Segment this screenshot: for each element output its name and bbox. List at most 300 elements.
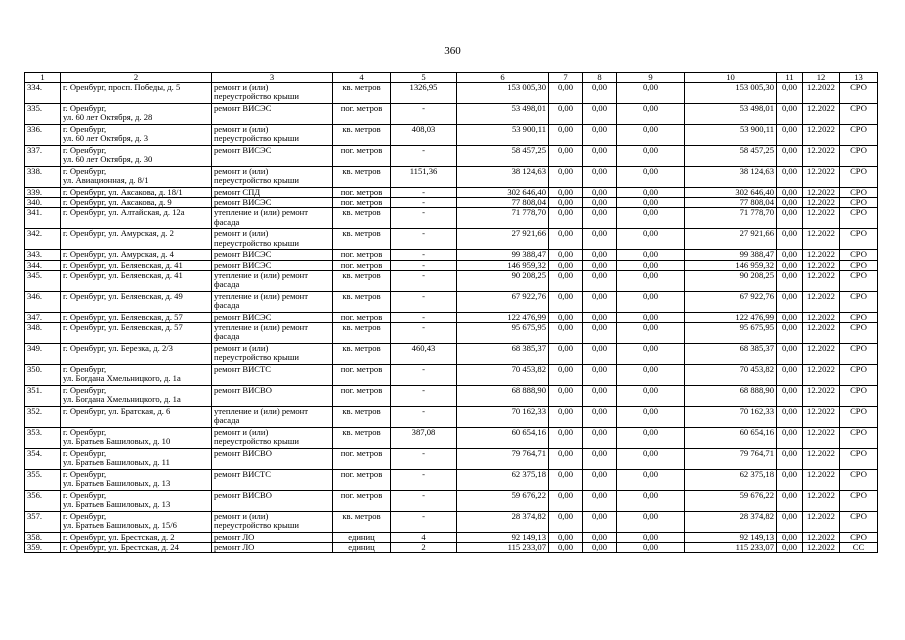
work-type-cell-line: ремонт и (или) [214,427,269,438]
address-cell-line: ул. Братьев Башиловых, д. 10 [63,436,171,447]
work-type-cell-line: ремонт ВИСЭС [214,197,272,208]
deadline-cell: 12.2022 [803,512,840,533]
address-cell [61,512,212,533]
value-cell: 0,00 [549,407,583,428]
table-row [25,407,878,428]
value-cell: 0,00 [777,386,803,407]
address-cell [61,229,212,250]
deadline-cell: 12.2022 [803,312,840,322]
value-cell: 0,00 [583,188,617,198]
unit-cell: кв. метров [333,270,391,291]
value-cell: 0,00 [617,229,685,250]
row-number: 353. [25,428,61,449]
total-cost-cell: 90 208,25 [457,270,549,291]
work-type-cell-line: ремонт ВИСТС [214,469,272,480]
row-number: 358. [25,533,61,543]
value-cell: 0,00 [583,449,617,470]
value-cell: 0,00 [777,470,803,491]
cost-cell: 62 375,18 [685,470,777,491]
address-cell-line: г. Оренбург, ул. Беляевская, д. 41 [63,270,183,280]
deadline-cell: 12.2022 [803,208,840,229]
work-type-cell [212,188,333,198]
value-cell: 0,00 [777,198,803,208]
address-cell-line: ул. Братьев Башиловых, д. 13 [63,499,171,510]
address-cell-line: ул. 60 лет Октября, д. 28 [63,112,153,123]
value-cell: 0,00 [777,449,803,470]
row-number: 346. [25,291,61,312]
table-row [25,543,878,553]
address-cell [61,428,212,449]
unit-cell: кв. метров [333,512,391,533]
quantity-cell: - [391,260,457,270]
source-cell: СРО [840,386,878,407]
quantity-cell: 1151,36 [391,167,457,188]
work-type-cell [212,250,333,260]
value-cell: 0,00 [583,229,617,250]
source-cell: СРО [840,229,878,250]
value-cell: 0,00 [617,449,685,470]
work-type-cell-line: ремонт СПД [214,187,261,197]
column-header: 1 [25,73,61,83]
quantity-cell: - [391,291,457,312]
table-row [25,533,878,543]
quantity-cell: - [391,188,457,198]
total-cost-cell: 146 959,32 [457,260,549,270]
value-cell: 0,00 [549,250,583,260]
work-type-cell [212,208,333,229]
cost-cell: 77 808,04 [685,198,777,208]
cost-cell: 146 959,32 [685,260,777,270]
source-cell: СРО [840,449,878,470]
source-cell: СРО [840,365,878,386]
value-cell: 0,00 [583,533,617,543]
work-type-cell-line: утепление и (или) ремонт [214,406,309,417]
row-number: 337. [25,146,61,167]
total-cost-cell: 67 922,76 [457,291,549,312]
unit-cell: кв. метров [333,291,391,312]
source-cell: СРО [840,260,878,270]
value-cell: 0,00 [777,344,803,365]
address-cell [61,323,212,344]
table-row [25,229,878,250]
address-cell-line: г. Оренбург, ул. Беляевская, д. 49 [63,291,183,301]
work-type-cell-line: ремонт ВИСЭС [214,260,272,270]
cost-cell: 27 921,66 [685,229,777,250]
row-number: 338. [25,167,61,188]
value-cell: 0,00 [617,491,685,512]
value-cell: 0,00 [777,312,803,322]
address-cell-line: г. Оренбург, [63,427,107,438]
row-number: 341. [25,208,61,229]
work-type-cell-line: ремонт ВИСВО [214,490,272,501]
address-cell [61,543,212,553]
table-row [25,250,878,260]
quantity-cell: - [391,270,457,291]
value-cell: 0,00 [583,167,617,188]
cost-cell: 67 922,76 [685,291,777,312]
quantity-cell: - [391,250,457,260]
quantity-cell: 408,03 [391,125,457,146]
unit-cell: кв. метров [333,208,391,229]
work-type-cell [212,229,333,250]
value-cell: 0,00 [617,198,685,208]
work-type-cell-line: переустройство крыши [214,436,299,447]
value-cell: 0,00 [583,512,617,533]
unit-cell: кв. метров [333,167,391,188]
row-number: 342. [25,229,61,250]
value-cell: 0,00 [549,491,583,512]
total-cost-cell: 70 453,82 [457,365,549,386]
value-cell: 0,00 [617,167,685,188]
source-cell: СРО [840,512,878,533]
deadline-cell: 12.2022 [803,188,840,198]
address-cell-line: г. Оренбург, [63,364,107,375]
work-type-cell-line: ремонт и (или) [214,228,269,239]
value-cell: 0,00 [583,250,617,260]
address-cell-line: г. Оренбург, ул. Брестская, д. 2 [63,532,175,543]
value-cell: 0,00 [777,491,803,512]
address-cell [61,291,212,312]
table-row [25,470,878,491]
unit-cell: пог. метров [333,449,391,470]
work-type-cell-line: ремонт ВИСЭС [214,249,272,260]
column-header: 2 [61,73,212,83]
value-cell: 0,00 [583,146,617,167]
quantity-cell: 4 [391,533,457,543]
work-type-cell-line: ремонт ВИСВО [214,385,272,396]
value-cell: 0,00 [583,260,617,270]
deadline-cell: 12.2022 [803,260,840,270]
value-cell: 0,00 [583,312,617,322]
value-cell: 0,00 [549,125,583,146]
address-cell-line: ул. Братьев Башиловых, д. 15/6 [63,520,177,531]
row-number: 345. [25,270,61,291]
row-number: 339. [25,188,61,198]
total-cost-cell: 27 921,66 [457,229,549,250]
quantity-cell: - [391,146,457,167]
value-cell: 0,00 [549,188,583,198]
deadline-cell: 12.2022 [803,323,840,344]
value-cell: 0,00 [617,323,685,344]
unit-cell: пог. метров [333,198,391,208]
address-cell-line: г. Оренбург, [63,166,107,176]
value-cell: 0,00 [777,146,803,167]
total-cost-cell: 99 388,47 [457,250,549,260]
work-type-cell-line: утепление и (или) ремонт [214,291,309,301]
cost-cell: 68 888,90 [685,386,777,407]
row-number: 350. [25,365,61,386]
address-cell-line: г. Оренбург, [63,448,107,459]
deadline-cell: 12.2022 [803,543,840,553]
source-cell: СРО [840,344,878,365]
total-cost-cell: 53 900,11 [457,125,549,146]
row-number: 335. [25,104,61,125]
row-number: 344. [25,260,61,270]
source-cell: СС [840,543,878,553]
address-cell [61,250,212,260]
value-cell: 0,00 [583,104,617,125]
address-cell [61,125,212,146]
address-cell-line: г. Оренбург, просп. Победы, д. 5 [63,82,181,92]
cost-cell: 95 675,95 [685,323,777,344]
work-type-cell [212,428,333,449]
deadline-cell: 12.2022 [803,250,840,260]
value-cell: 0,00 [583,208,617,229]
value-cell: 0,00 [583,543,617,553]
source-cell: СРО [840,470,878,491]
work-type-cell [212,83,333,104]
deadline-cell: 12.2022 [803,125,840,146]
row-number: 351. [25,386,61,407]
address-cell-line: г. Оренбург, [63,103,107,113]
column-header: 5 [391,73,457,83]
table-row [25,104,878,125]
address-cell-line: г. Оренбург, ул. Амурская, д. 4 [63,249,174,260]
total-cost-cell: 70 162,33 [457,407,549,428]
work-type-cell [212,167,333,188]
table-row [25,323,878,344]
address-cell [61,146,212,167]
source-cell: СРО [840,83,878,104]
source-cell: СРО [840,407,878,428]
work-type-cell-line: фасада [214,300,240,311]
quantity-cell: - [391,491,457,512]
unit-cell: пог. метров [333,491,391,512]
value-cell: 0,00 [777,250,803,260]
address-cell [61,167,212,188]
address-cell-line: г. Оренбург, ул. Аксакова, д. 18/1 [63,187,183,197]
work-type-cell [212,146,333,167]
total-cost-cell: 68 888,90 [457,386,549,407]
unit-cell: кв. метров [333,125,391,146]
work-type-cell-line: переустройство крыши [214,91,299,102]
deadline-cell: 12.2022 [803,270,840,291]
value-cell: 0,00 [777,543,803,553]
value-cell: 0,00 [777,270,803,291]
work-type-cell [212,344,333,365]
value-cell: 0,00 [617,125,685,146]
value-cell: 0,00 [549,365,583,386]
address-cell [61,198,212,208]
address-cell [61,260,212,270]
work-type-cell [212,386,333,407]
value-cell: 0,00 [549,83,583,104]
value-cell: 0,00 [617,291,685,312]
quantity-cell: - [391,512,457,533]
address-cell-line: г. Оренбург, ул. Амурская, д. 2 [63,228,174,239]
unit-cell: пог. метров [333,386,391,407]
total-cost-cell: 77 808,04 [457,198,549,208]
value-cell: 0,00 [617,312,685,322]
work-type-cell [212,533,333,543]
cost-cell: 302 646,40 [685,188,777,198]
unit-cell: кв. метров [333,323,391,344]
cost-cell: 71 778,70 [685,208,777,229]
source-cell: СРО [840,312,878,322]
source-cell: СРО [840,198,878,208]
value-cell: 0,00 [549,428,583,449]
work-type-cell-line: переустройство крыши [214,237,299,248]
value-cell: 0,00 [549,323,583,344]
column-header: 13 [840,73,878,83]
total-cost-cell: 122 476,99 [457,312,549,322]
value-cell: 0,00 [549,449,583,470]
total-cost-cell: 62 375,18 [457,470,549,491]
register-table [24,72,878,553]
work-type-cell-line: утепление и (или) ремонт [214,207,309,218]
total-cost-cell: 71 778,70 [457,208,549,229]
unit-cell: кв. метров [333,344,391,365]
deadline-cell: 12.2022 [803,470,840,491]
address-cell-line: г. Оренбург, ул. Беляевская, д. 41 [63,260,183,270]
value-cell: 0,00 [583,365,617,386]
quantity-cell: - [391,229,457,250]
total-cost-cell: 115 233,07 [457,543,549,553]
value-cell: 0,00 [549,512,583,533]
work-type-cell-line: ремонт ЛО [214,542,255,553]
page-number: 360 [444,45,461,57]
value-cell: 0,00 [583,291,617,312]
table-row [25,365,878,386]
unit-cell: пог. метров [333,104,391,125]
work-type-cell [212,323,333,344]
table-row [25,428,878,449]
value-cell: 0,00 [549,291,583,312]
source-cell: СРО [840,323,878,344]
value-cell: 0,00 [617,407,685,428]
work-type-cell [212,365,333,386]
address-cell [61,83,212,104]
row-number: 348. [25,323,61,344]
value-cell: 0,00 [777,229,803,250]
column-header: 4 [333,73,391,83]
value-cell: 0,00 [549,386,583,407]
table-row [25,386,878,407]
work-type-cell-line: фасада [214,331,240,342]
unit-cell: пог. метров [333,365,391,386]
total-cost-cell: 92 149,13 [457,533,549,543]
value-cell: 0,00 [549,543,583,553]
cost-cell: 90 208,25 [685,270,777,291]
value-cell: 0,00 [777,104,803,125]
work-type-cell [212,270,333,291]
value-cell: 0,00 [549,312,583,322]
value-cell: 0,00 [777,260,803,270]
work-type-cell-line: переустройство крыши [214,352,299,363]
value-cell: 0,00 [617,543,685,553]
table-row [25,344,878,365]
value-cell: 0,00 [549,146,583,167]
work-type-cell-line: переустройство крыши [214,133,299,144]
quantity-cell: - [391,104,457,125]
value-cell: 0,00 [617,83,685,104]
value-cell: 0,00 [583,428,617,449]
work-type-cell-line: ремонт и (или) [214,166,269,176]
unit-cell: единиц [333,533,391,543]
value-cell: 0,00 [549,270,583,291]
table-row [25,512,878,533]
work-type-cell-line: ремонт ВИСЭС [214,312,272,322]
row-number: 347. [25,312,61,322]
value-cell: 0,00 [583,323,617,344]
address-cell [61,344,212,365]
value-cell: 0,00 [583,386,617,407]
value-cell: 0,00 [583,344,617,365]
unit-cell: пог. метров [333,312,391,322]
source-cell: СРО [840,188,878,198]
row-number: 357. [25,512,61,533]
total-cost-cell: 68 385,37 [457,344,549,365]
source-cell: СРО [840,533,878,543]
row-number: 336. [25,125,61,146]
value-cell: 0,00 [777,533,803,543]
work-type-cell-line: ремонт и (или) [214,124,269,134]
address-cell [61,491,212,512]
quantity-cell: - [391,407,457,428]
work-type-cell-line: ремонт ВИСЭС [214,103,272,113]
cost-cell: 68 385,37 [685,344,777,365]
value-cell: 0,00 [549,198,583,208]
deadline-cell: 12.2022 [803,449,840,470]
address-cell [61,188,212,198]
value-cell: 0,00 [583,198,617,208]
table-row [25,125,878,146]
value-cell: 0,00 [583,83,617,104]
value-cell: 0,00 [583,470,617,491]
work-type-cell-line: переустройство крыши [214,520,299,531]
deadline-cell: 12.2022 [803,291,840,312]
unit-cell: кв. метров [333,407,391,428]
address-cell [61,449,212,470]
address-cell [61,104,212,125]
work-type-cell [212,449,333,470]
value-cell: 0,00 [617,270,685,291]
work-type-cell-line: утепление и (или) ремонт [214,322,309,333]
cost-cell: 59 676,22 [685,491,777,512]
unit-cell: пог. метров [333,470,391,491]
cost-cell: 53 498,01 [685,104,777,125]
row-number: 354. [25,449,61,470]
row-number: 352. [25,407,61,428]
cost-cell: 70 453,82 [685,365,777,386]
value-cell: 0,00 [549,344,583,365]
value-cell: 0,00 [777,428,803,449]
deadline-cell: 12.2022 [803,491,840,512]
address-cell-line: ул. Богдана Хмельницкого, д. 1а [63,373,181,384]
work-type-cell-line: фасада [214,415,240,426]
quantity-cell: - [391,365,457,386]
source-cell: СРО [840,125,878,146]
table-row [25,449,878,470]
value-cell: 0,00 [549,229,583,250]
row-number: 340. [25,198,61,208]
work-type-cell-line: ремонт и (или) [214,82,269,92]
unit-cell: пог. метров [333,250,391,260]
quantity-cell: 2 [391,543,457,553]
source-cell: СРО [840,250,878,260]
address-cell-line: г. Оренбург, ул. Беляевская, д. 57 [63,312,183,322]
value-cell: 0,00 [549,533,583,543]
work-type-cell [212,312,333,322]
address-cell-line: г. Оренбург, [63,124,107,134]
work-type-cell-line: ремонт и (или) [214,343,269,354]
cost-cell: 53 900,11 [685,125,777,146]
work-type-cell [212,125,333,146]
deadline-cell: 12.2022 [803,428,840,449]
total-cost-cell: 302 646,40 [457,188,549,198]
total-cost-cell: 79 764,71 [457,449,549,470]
deadline-cell: 12.2022 [803,146,840,167]
